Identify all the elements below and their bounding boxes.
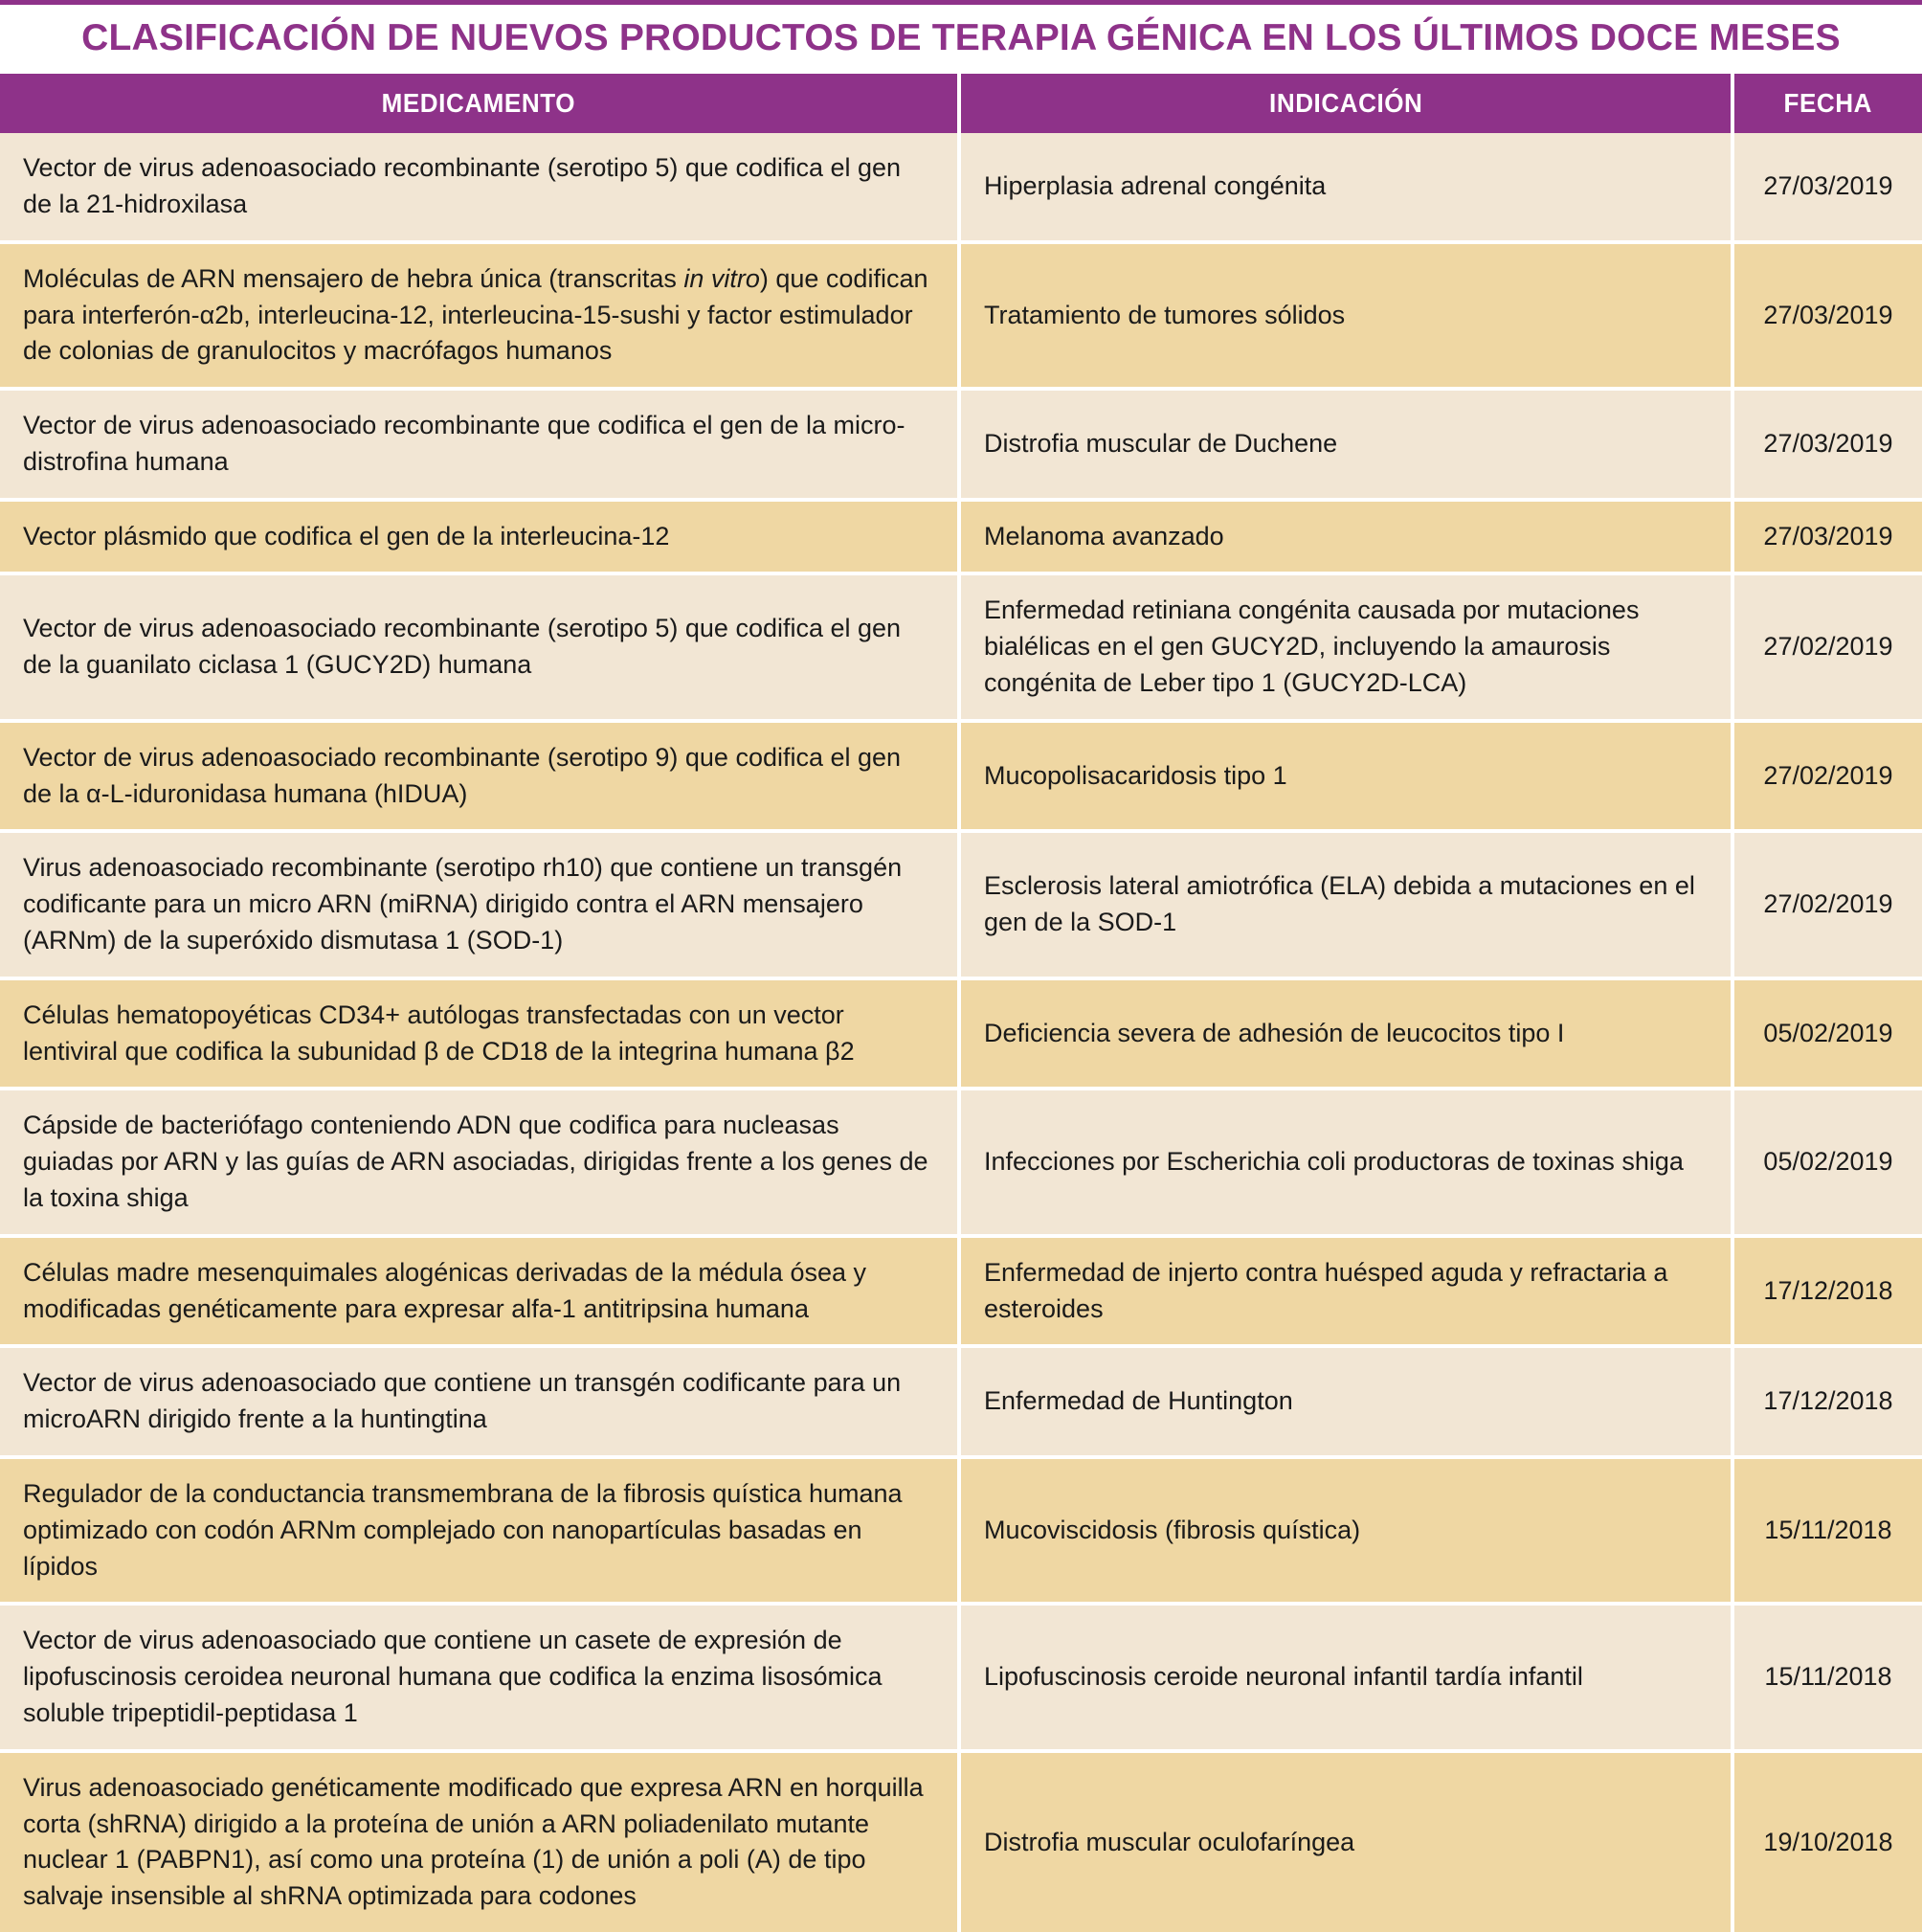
fecha-text: 27/02/2019 xyxy=(1763,760,1893,790)
header-row xyxy=(0,74,1922,133)
fecha-text: 05/02/2019 xyxy=(1763,1018,1893,1047)
cell-medicamento xyxy=(0,573,959,720)
medicamento-text: Vector de virus adenoasociado recombinante (serotipo 9) que codifica el gen de la α-L-iduronidasa humana (hIDUA) xyxy=(23,742,902,808)
fecha-text: 15/11/2018 xyxy=(1764,1662,1892,1692)
fecha-text: 27/02/2019 xyxy=(1763,632,1893,662)
cell-indicacion xyxy=(959,242,1732,389)
cell-indicacion xyxy=(959,1346,1732,1457)
cell-fecha xyxy=(1732,133,1922,242)
medicamento-text: Regulador de la conductancia transmembrana de la fibrosis quística humana optimizado con codón ARNm complejado con nanopartículas basadas en lípidos xyxy=(23,1479,903,1581)
cell-fecha xyxy=(1732,1236,1922,1347)
medicamento-text: Vector de virus adenoasociado recombinante (serotipo 5) que codifica el gen de la 21-hidroxilasa xyxy=(23,153,902,218)
medicamento-text: Moléculas de ARN mensajero de hebra única (transcritas in vitro) que codifican para interferón-α2b, interleucina-12, interleucina-15-sushi y factor estimulador de colonias de granulocitos y macrófagos humanos xyxy=(23,263,928,366)
table-row xyxy=(0,1346,1922,1457)
indicacion-text: Distrofia muscular de Duchene xyxy=(984,428,1338,458)
cell-medicamento xyxy=(0,1089,959,1235)
cell-fecha xyxy=(1732,389,1922,500)
cell-medicamento xyxy=(0,1457,959,1604)
cell-medicamento xyxy=(0,500,959,574)
fecha-text: 27/03/2019 xyxy=(1763,300,1893,329)
table-body xyxy=(0,133,1922,1932)
cell-indicacion xyxy=(959,1236,1732,1347)
cell-fecha xyxy=(1732,721,1922,832)
indicacion-text: Infecciones por Escherichia coli productoras de toxinas shiga xyxy=(984,1147,1684,1177)
indicacion-text: Mucopolisacaridosis tipo 1 xyxy=(984,760,1287,790)
indicacion-text: Esclerosis lateral amiotrófica (ELA) debida a mutaciones en el gen de la SOD-1 xyxy=(984,871,1695,937)
cell-medicamento xyxy=(0,1751,959,1932)
column-header-fecha-label: FECHA xyxy=(1783,88,1873,119)
cell-medicamento xyxy=(0,721,959,832)
table-row xyxy=(0,831,1922,977)
cell-indicacion xyxy=(959,573,1732,720)
fecha-text: 27/02/2019 xyxy=(1763,889,1893,919)
cell-indicacion xyxy=(959,500,1732,574)
table-row xyxy=(0,1236,1922,1347)
indicacion-text: Lipofuscinosis ceroide neuronal infantil tardía infantil xyxy=(984,1662,1583,1692)
indicacion-text: Melanoma avanzado xyxy=(984,521,1224,550)
column-header-fecha xyxy=(1732,74,1922,133)
cell-fecha xyxy=(1732,1457,1922,1604)
cell-fecha xyxy=(1732,500,1922,574)
table-row xyxy=(0,500,1922,574)
cell-medicamento xyxy=(0,831,959,977)
cell-medicamento xyxy=(0,242,959,389)
medicamento-text: Vector de virus adenoasociado que contiene un casete de expresión de lipofuscinosis ceroidea neuronal humana que codifica la enzima lisosómica soluble tripeptidil-peptidasa 1 xyxy=(23,1626,883,1728)
table-header xyxy=(0,74,1922,133)
cell-indicacion xyxy=(959,721,1732,832)
cell-fecha xyxy=(1732,1346,1922,1457)
medicamento-text: Virus adenoasociado recombinante (serotipo rh10) que contiene un transgén codificante para un micro ARN (miRNA) dirigido contra el ARN mensajero (ARNm) de la superóxido dismutasa 1 (SOD-1) xyxy=(23,853,903,955)
cell-indicacion xyxy=(959,133,1732,242)
table-row xyxy=(0,133,1922,242)
cell-fecha xyxy=(1732,1751,1922,1932)
cell-indicacion xyxy=(959,1089,1732,1235)
fecha-text: 27/03/2019 xyxy=(1763,171,1893,200)
fecha-text: 19/10/2018 xyxy=(1763,1827,1893,1856)
cell-fecha xyxy=(1732,242,1922,389)
medicamento-text: Vector de virus adenoasociado recombinante (serotipo 5) que codifica el gen de la guanilato ciclasa 1 (GUCY2D) humana xyxy=(23,614,902,680)
column-header-medicamento xyxy=(0,74,959,133)
cell-medicamento xyxy=(0,1604,959,1750)
table-row xyxy=(0,573,1922,720)
indicacion-text: Distrofia muscular oculofaríngea xyxy=(984,1827,1355,1856)
fecha-text: 17/12/2018 xyxy=(1763,1386,1893,1416)
indicacion-text: Enfermedad de injerto contra huésped aguda y refractaria a esteroides xyxy=(984,1257,1668,1323)
indicacion-text: Mucoviscidosis (fibrosis quística) xyxy=(984,1515,1361,1544)
table-row xyxy=(0,978,1922,1090)
cell-indicacion xyxy=(959,389,1732,500)
table-row xyxy=(0,721,1922,832)
page-title: CLASIFICACIÓN DE NUEVOS PRODUCTOS DE TERAPIA GÉNICA EN LOS ÚLTIMOS DOCE MESES xyxy=(81,17,1841,58)
table-row xyxy=(0,1457,1922,1604)
column-header-indicacion-label: INDICACIÓN xyxy=(1268,88,1423,119)
medicamento-text: Células madre mesenquimales alogénicas derivadas de la médula ósea y modificadas genéticamente para expresar alfa-1 antitripsina humana xyxy=(23,1257,866,1323)
cell-fecha xyxy=(1732,1089,1922,1235)
cell-fecha xyxy=(1732,978,1922,1090)
medicamento-text: Vector plásmido que codifica el gen de la interleucina-12 xyxy=(23,521,670,550)
fecha-text: 17/12/2018 xyxy=(1763,1275,1893,1305)
table-row xyxy=(0,1751,1922,1932)
fecha-text: 27/03/2019 xyxy=(1763,521,1893,550)
cell-medicamento xyxy=(0,389,959,500)
fecha-text: 05/02/2019 xyxy=(1763,1147,1893,1177)
cell-indicacion xyxy=(959,831,1732,977)
indicacion-text: Enfermedad de Huntington xyxy=(984,1386,1293,1416)
medicamento-text: Virus adenoasociado genéticamente modificado que expresa ARN en horquilla corta (shRNA) dirigido a la proteína de unión a ARN poliadenilato mutante nuclear 1 (PABPN1), así como una proteína (1) de unión a poli (A) de tipo salvaje insensible al shRNA optimizada para codones xyxy=(23,1772,924,1911)
cell-fecha xyxy=(1732,831,1922,977)
cell-medicamento xyxy=(0,133,959,242)
cell-fecha xyxy=(1732,573,1922,720)
cell-indicacion xyxy=(959,1457,1732,1604)
cell-indicacion xyxy=(959,978,1732,1090)
table-row xyxy=(0,1604,1922,1750)
medicamento-text: Cápside de bacteriófago conteniendo ADN que codifica para nucleasas guiadas por ARN y las guías de ARN asociadas, dirigidas frente a los genes de la toxina shiga xyxy=(23,1111,928,1213)
fecha-text: 15/11/2018 xyxy=(1764,1515,1892,1544)
table-row xyxy=(0,242,1922,389)
table-row xyxy=(0,1089,1922,1235)
column-header-medicamento-label: MEDICAMENTO xyxy=(381,88,576,119)
indicacion-text: Deficiencia severa de adhesión de leucocitos tipo I xyxy=(984,1018,1565,1047)
cell-medicamento xyxy=(0,1236,959,1347)
cell-medicamento xyxy=(0,978,959,1090)
cell-indicacion xyxy=(959,1604,1732,1750)
gene-therapy-table xyxy=(0,74,1922,1932)
fecha-text: 27/03/2019 xyxy=(1763,428,1893,458)
cell-indicacion xyxy=(959,1751,1732,1932)
table-row xyxy=(0,389,1922,500)
medicamento-text: Vector de virus adenoasociado recombinante que codifica el gen de la micro-distrofina humana xyxy=(23,411,905,476)
medicamento-text: Vector de virus adenoasociado que contiene un transgén codificante para un microARN dirigido frente a la huntingtina xyxy=(23,1368,902,1434)
page-title-bar xyxy=(0,5,1922,74)
cell-fecha xyxy=(1732,1604,1922,1750)
indicacion-text: Hiperplasia adrenal congénita xyxy=(984,171,1327,200)
cell-medicamento xyxy=(0,1346,959,1457)
indicacion-text: Enfermedad retiniana congénita causada por mutaciones bialélicas en el gen GUCY2D, incluyendo la amaurosis congénita de Leber tipo 1 (GUCY2D-LCA) xyxy=(984,595,1640,698)
indicacion-text: Tratamiento de tumores sólidos xyxy=(984,300,1346,329)
column-header-indicacion xyxy=(959,74,1732,133)
medicamento-text: Células hematopoyéticas CD34+ autólogas transfectadas con un vector lentiviral que codifica la subunidad β de CD18 de la integrina humana β2 xyxy=(23,1000,855,1066)
